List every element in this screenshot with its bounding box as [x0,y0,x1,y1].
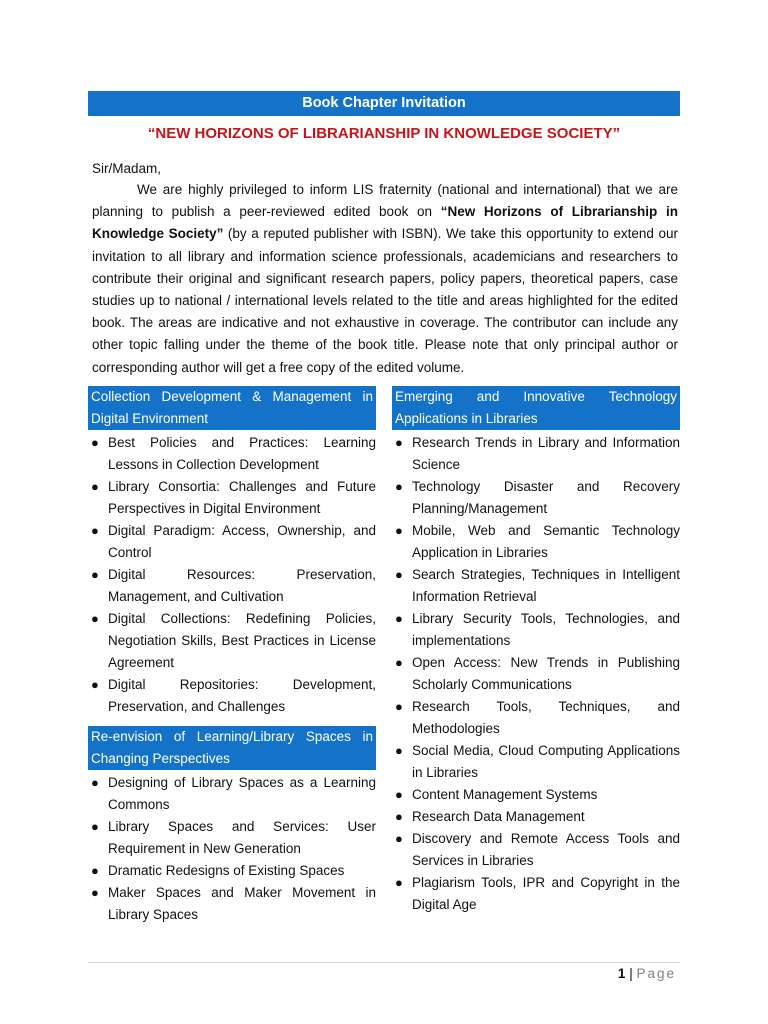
footer-divider [88,962,680,963]
list-item [88,476,376,520]
list-item-text: Library Security Tools, Technologies, and implementations [412,611,680,648]
bullet-icon: ● [395,611,403,626]
bullet-icon: ● [395,831,403,846]
list-item [392,696,680,740]
list-item [392,652,680,696]
list-item-text: Discovery and Remote Access Tools and Services in Libraries [412,831,680,868]
page-label: Page [636,966,676,981]
list-item-text: Technology Disaster and Recovery Planning/Management [412,479,680,516]
bullet-icon: ● [91,567,99,582]
bullet-icon: ● [395,655,403,670]
list-item [392,520,680,564]
list-item-text: Plagiarism Tools, IPR and Copyright in the Digital Age [412,875,680,912]
list-item-text: Open Access: New Trends in Publishing Scholarly Communications [412,655,680,692]
section-heading-line: Emerging and Innovative Technology [395,389,677,404]
list-item-text: Designing of Library Spaces as a Learning Commons [108,775,376,812]
section-heading-collection [88,386,376,430]
bullet-icon: ● [395,875,403,890]
list-item [392,432,680,476]
list-item-text: Mobile, Web and Semantic Technology Application in Libraries [412,523,680,560]
list-item-text: Library Spaces and Services: User Requirement in New Generation [108,819,376,856]
section-heading-line: Re-envision of Learning/Library Spaces in [91,729,373,744]
list-item-text: Digital Repositories: Development, Preservation, and Challenges [108,677,376,714]
bullet-icon: ● [395,567,403,582]
section-heading-line: Applications in Libraries [395,411,538,426]
section-heading-spaces [88,726,376,770]
list-item [392,872,680,916]
intro-book-title: “New Horizons of Librarianship in Knowledge Society” [92,204,678,242]
list-item-text: Digital Paradigm: Access, Ownership, and Control [108,523,376,560]
list-item [88,860,376,882]
emerging-list [392,432,680,916]
list-item [392,784,680,806]
salutation: Sir/Madam, [92,161,162,176]
list-item-text: Library Consortia: Challenges and Future Perspectives in Digital Environment [108,479,376,516]
list-item-text: Research Tools, Techniques, and Methodologies [412,699,680,736]
list-item [88,520,376,564]
list-item-text: Digital Resources: Preservation, Management, and Cultivation [108,567,376,604]
section-spaces [88,726,376,926]
page-number-value: 1 [617,966,626,981]
bullet-icon: ● [91,863,99,878]
list-item-text: Content Management Systems [412,787,598,802]
list-item-text: Best Policies and Practices: Learning Lessons in Collection Development [108,435,376,472]
intro-paragraph [92,179,678,379]
list-item [392,740,680,784]
bullet-icon: ● [91,885,99,900]
bullet-icon: ● [91,819,99,834]
list-item [88,674,376,718]
intro-text-end: (by a reputed publisher with ISBN). We take this opportunity to extend our invitation to all library and information science professionals, academicians and researchers to contribute their original and significant research papers, policy papers, theoretical papers, case studies up to national / international levels related to the title and areas highlighted for the edited book. The areas are indicative and not exhaustive in coverage. The contributor can include any other topic falling under the theme of the book title. Please note that only principal author or corresponding author will get a free copy of the edited volume. [92,226,679,375]
list-item-text: Research Trends in Library and Information Science [412,435,680,472]
bullet-icon: ● [91,611,99,626]
invitation-title: Book Chapter Invitation [88,91,680,116]
bullet-icon: ● [91,479,99,494]
list-item-text: Maker Spaces and Maker Movement in Library Spaces [108,885,376,922]
list-item-text: Search Strategies, Techniques in Intelligent Information Retrieval [412,567,680,604]
intro-text-start: We are highly privileged to inform LIS fraternity (national and international) that we are planning to publish a peer-reviewed edited book on [92,182,678,220]
bullet-icon: ● [395,809,403,824]
list-item [88,772,376,816]
list-item [392,564,680,608]
list-item [88,816,376,860]
page-number [618,964,676,984]
book-title: “NEW HORIZONS OF LIBRARIANSHIP IN KNOWLEDGE SOCIETY” [147,125,621,142]
list-item [392,476,680,520]
list-item-text: Social Media, Cloud Computing Applications in Libraries [412,743,680,780]
list-item-text: Research Data Management [412,809,585,824]
section-collection [88,386,376,718]
list-item [392,828,680,872]
list-item-text: Dramatic Redesigns of Existing Spaces [108,863,345,878]
bullet-icon: ● [395,523,403,538]
bullet-icon: ● [395,435,403,450]
bullet-icon: ● [395,699,403,714]
bullet-icon: ● [91,435,99,450]
bullet-icon: ● [91,677,99,692]
list-item [88,608,376,674]
list-item [392,806,680,828]
bullet-icon: ● [395,787,403,802]
section-emerging [392,386,680,916]
collection-list [88,432,376,718]
list-item-text: Digital Collections: Redefining Policies, Negotiation Skills, Best Practices in License Agreement [108,611,376,670]
list-item [88,432,376,476]
bullet-icon: ● [91,523,99,538]
section-heading-line: Changing Perspectives [91,751,230,766]
spaces-list [88,772,376,926]
list-item [392,608,680,652]
section-heading-line: Collection Development & Management in [91,389,373,404]
list-item [88,882,376,926]
bullet-icon: ● [91,775,99,790]
bullet-icon: ● [395,479,403,494]
list-item [88,564,376,608]
bullet-icon: ● [395,743,403,758]
section-heading-line: Digital Environment [91,411,209,426]
page-separator: | [629,966,633,981]
section-heading-emerging [392,386,680,430]
